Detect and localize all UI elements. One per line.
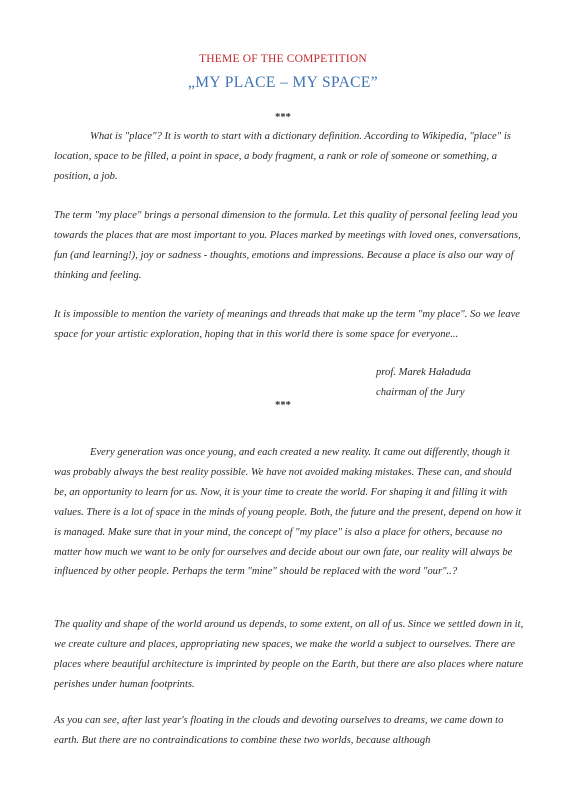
separator: ***: [275, 112, 291, 123]
signature-role: chairman of the Jury: [376, 387, 465, 398]
signature-name: prof. Marek Haładuda: [376, 367, 471, 378]
intro-paragraph-1: What is "place"? It is worth to start with a dictionary definition. According to Wikipedia, "place" is location, space to be filled, a point in space, a body fragment, a rank or role of someone or something, a position, a job.: [54, 131, 511, 182]
body-paragraph-3: As you can see, after last year's floating in the clouds and devoting ourselves to dreams, we came down to earth. But there are no contraindications to combine these two worlds, because although: [54, 715, 504, 746]
competition-title: „MY PLACE – MY SPACE”: [187, 74, 379, 91]
body-paragraph-2: The quality and shape of the world around us depends, to some extent, on all of us. Since we settled down in it, we create culture and places, appropriating new spaces, we make the world a subject to ourselves. There are places where beautiful architecture is imprinted by people on the Earth, but there are also places where nature perishes under human footprints.: [54, 619, 524, 690]
intro-paragraph-2: The term "my place" brings a personal dimension to the formula. Let this quality of personal feeling lead you towards the places that are most important to you. Places marked by meetings with loved ones, conversations, fun (and learning!), joy or sadness - thoughts, emotions and impressions. Because a place is also our way of thinking and feeling.: [54, 210, 521, 281]
separator-2: ***: [275, 400, 291, 411]
intro-paragraph-3: It is impossible to mention the variety of meanings and threads that make up the term "my place". So we leave space for your artistic exploration, hoping that in this world there is some space for everyone...: [54, 309, 521, 340]
body-paragraph-1: Every generation was once young, and each created a new reality. It came out differently, though it was probably always the best reality possible. We have not avoided making mistakes. These can, and should be, an opportunity to learn for us. Now, it is your time to create the world. For shaping it and filling it with values. There is a lot of space in the minds of young people. Both, the future and the present, depend on how it is managed. Make sure that in your mind, the concept of "my place" is also a place for others, because no matter how much we want to be only for ourselves and decide about our own fate, our reality will always be influenced by other people. Perhaps the term "mine" should be replaced with the word "our"..?: [54, 447, 522, 578]
theme-heading: THEME OF THE COMPETITION: [199, 53, 367, 65]
